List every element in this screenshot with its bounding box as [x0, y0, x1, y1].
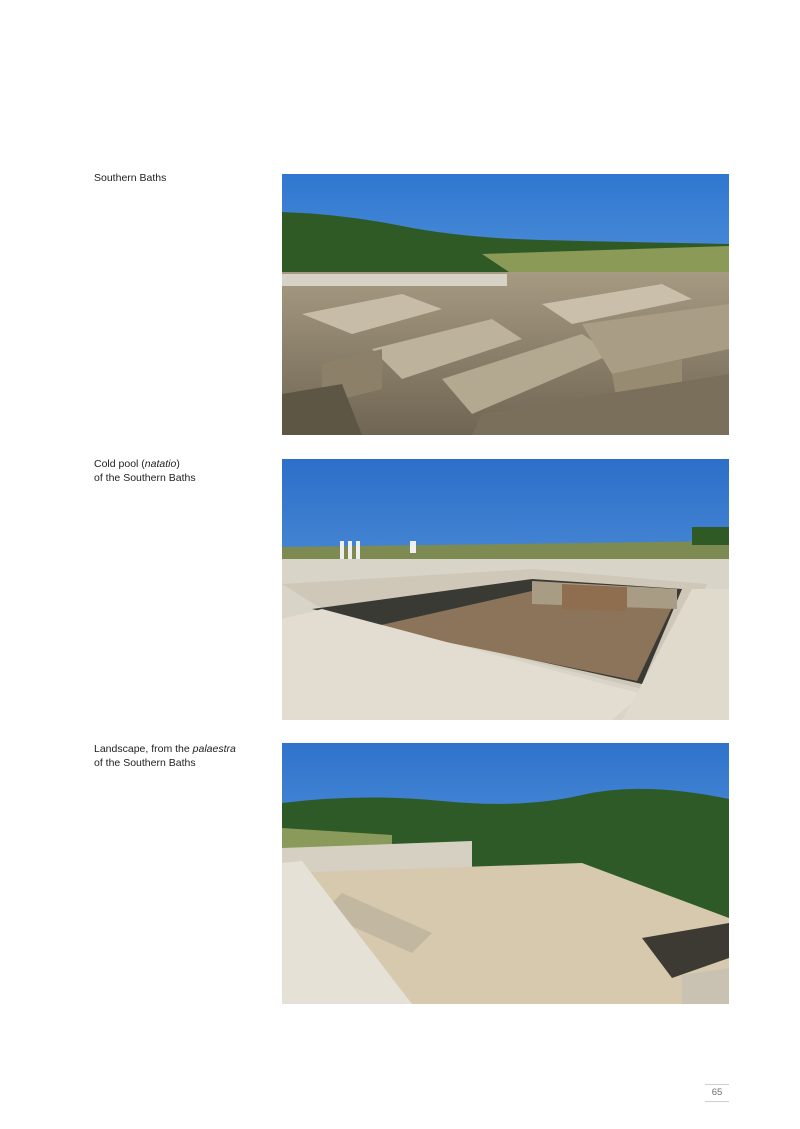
- caption-line: [94, 457, 264, 471]
- caption-text: Southern Baths: [94, 172, 167, 184]
- figure-1-caption: [94, 171, 264, 185]
- caption-line: [94, 471, 264, 485]
- photo-cold-pool-natatio: [282, 459, 729, 720]
- caption-text-italic: palaestra: [192, 743, 236, 755]
- caption-text-italic: natatio: [144, 458, 177, 470]
- caption-text: ): [176, 458, 180, 470]
- caption-text: Cold pool (: [94, 458, 145, 470]
- caption-text: of the Southern Baths: [94, 472, 196, 484]
- caption-text: Landscape, from the: [94, 743, 193, 755]
- photo-southern-baths-ruins: [282, 174, 729, 435]
- caption-line: [94, 171, 264, 185]
- caption-line: [94, 756, 264, 770]
- page-number: 65: [705, 1084, 729, 1102]
- figure-3-caption: [94, 742, 264, 770]
- caption-text: of the Southern Baths: [94, 757, 196, 769]
- caption-line: [94, 742, 264, 756]
- photo-landscape-palaestra: [282, 743, 729, 1004]
- figure-2-caption: [94, 457, 264, 485]
